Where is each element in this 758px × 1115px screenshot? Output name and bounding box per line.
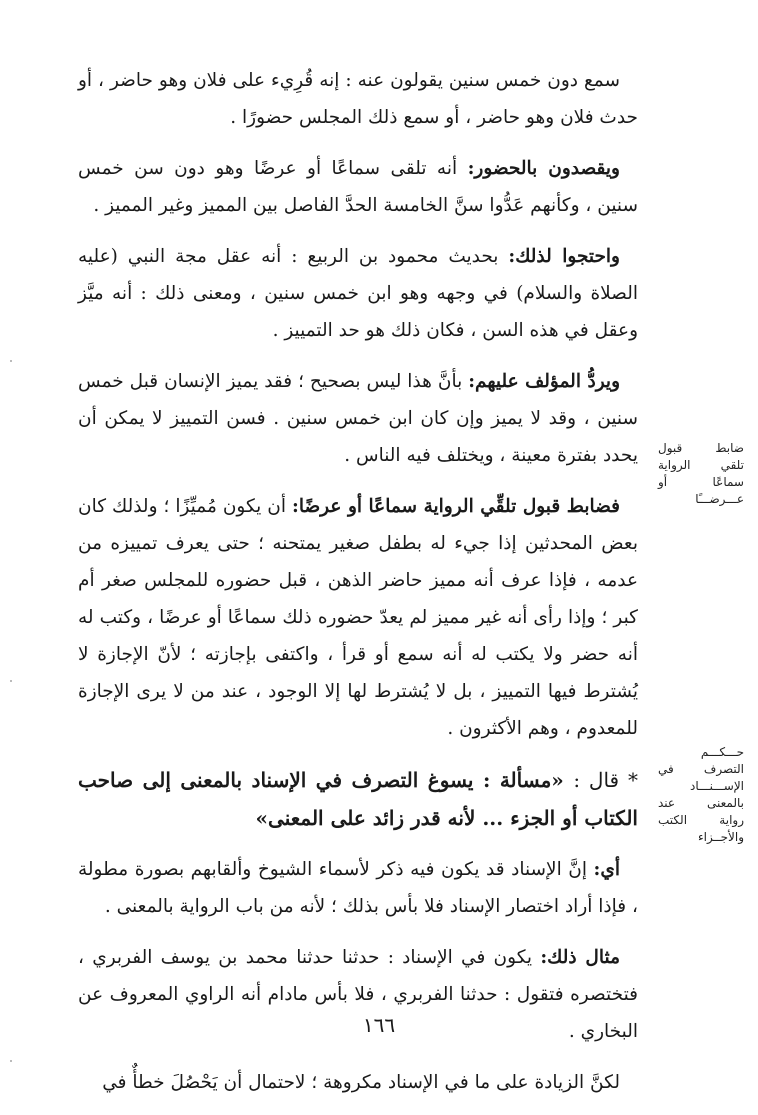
sidenote-line: عـــرضـــًا (695, 492, 744, 506)
paragraph-text: بحديث محمود بن الربيع : أنه عقل مجة النبي (عليه الصلاة والسلام) في وجهه وهو ابن خمس سنين ، ومعنى ذلك : أنه ميَّز وعقل في هذه السن ، فكان ذلك هو حد التمييز . (78, 246, 638, 341)
scan-speck (10, 680, 12, 682)
paragraph-text: سمع دون خمس سنين يقولون عنه : إنه قُرِيء على فلان وهو حاضر ، أو حدث فلان وهو حاضر ، أو سمع ذلك المجلس حضورًا . (78, 70, 638, 128)
paragraph-lead: ويردُّ المؤلف عليهم: (468, 371, 621, 392)
sidenote-line: الإســـنـــاد (690, 779, 744, 793)
sidenote-isnad-ruling (658, 744, 744, 846)
scan-speck (10, 1060, 12, 1062)
sidenote-acceptance-criterion (658, 440, 744, 508)
sidenote-line: تلقي الرواية (658, 458, 744, 472)
question-text: «مسألة : يسوغ التصرف في الإسناد بالمعنى إلى صاحب الكتاب أو الجزء ... لأنه قدر زائد على المعنى» (78, 768, 638, 830)
paragraph-addition-disliked (78, 1064, 638, 1101)
page-number: ١٦٦ (362, 1013, 396, 1037)
paragraph-explanation (78, 851, 638, 925)
sidenote-line: والأجــزاء (697, 830, 744, 844)
sidenote-line: التصرف في (658, 762, 744, 776)
paragraph-lead: ويقصدون بالحضور: (467, 158, 620, 179)
paragraph-text: يكون في الإسناد : حدثنا حدثنا محمد بن يوسف الفربري ، فتختصره فتقول : حدثنا الفربري ، فلا بأس مادام أنه الراوي المعروف عن البخاري . (78, 947, 638, 1042)
sidenote-line: ضابط قبول (658, 441, 744, 455)
paragraph-hudur-definition-end (78, 62, 638, 136)
paragraph-hudur-meaning (78, 150, 638, 224)
paragraph-author-response (78, 363, 638, 474)
paragraph-text: أن يكون مُميِّزًا ؛ ولذلك كان بعض المحدثين إذا جيء له بطفل صغير يمتحنه ؛ حتى يعرف تمييزه من عدمه ، فإذا عرف أنه مميز حاضر الذهن ، قبل حضوره للمجلس صغر أم كبر ؛ وإذا رأى أنه غير مميز لم يعدّ حضوره ذلك سماعًا أو عرضًا ، وكتب له أنه حضر ولا يكتب له أنه سمع أو قرأ ، واكتفى بإجازته ؛ لأنّ الإجازة لا يُشترط فيها التمييز ، بل لا يُشترط لها إلا الوجود ، عند من لا يرى الإجازة للمعدوم ، وهم الأكثرون . (78, 496, 638, 739)
question-heading (78, 761, 638, 837)
sidenote-line: حـــكـــم (700, 745, 744, 759)
sidenote-line: بالمعنى عند (658, 796, 744, 810)
question-label: * قال : (573, 768, 639, 792)
sidenote-line: سماعًا أو (658, 475, 744, 489)
paragraph-argument (78, 238, 638, 349)
paragraph-lead: مثال ذلك: (540, 947, 620, 968)
paragraph-text: أنه تلقى سماعًا أو عرضًا وهو دون سن خمس سنين ، وكأنهم عَدُّوا سنَّ الخامسة الحدَّ الفاصل بين المميز وغير المميز . (78, 158, 638, 216)
main-text-column (78, 62, 638, 1115)
paragraph-lead: أي: (593, 859, 620, 880)
scan-speck (10, 360, 12, 362)
paragraph-acceptance-criterion (78, 488, 638, 747)
paragraph-text: بأنَّ هذا ليس بصحيح ؛ فقد يميز الإنسان قبل خمس سنين ، وقد لا يميز وإن كان ابن خمس سنين . فسن التمييز لا يمكن أن يحدد بفترة معينة ، ويختلف فيه الناس . (78, 371, 638, 466)
paragraph-lead: واحتجوا لذلك: (508, 246, 620, 267)
paragraph-lead: فضابط قبول تلقِّي الرواية سماعًا أو عرضًا: (292, 496, 620, 517)
paragraph-text: لكنَّ الزيادة على ما في الإسناد مكروهة ؛ لاحتمال أن يَحْصُلَ خطأٌ في (102, 1072, 620, 1093)
paragraph-text: إنَّ الإسناد قد يكون فيه ذكر لأسماء الشيوخ وألقابهم بصورة مطولة ، فإذا أراد اختصار الإسناد فلا بأس بذلك ؛ لأنه من باب الرواية بالمعنى . (78, 859, 638, 917)
sidenote-line: رواية الكتب (658, 813, 744, 827)
